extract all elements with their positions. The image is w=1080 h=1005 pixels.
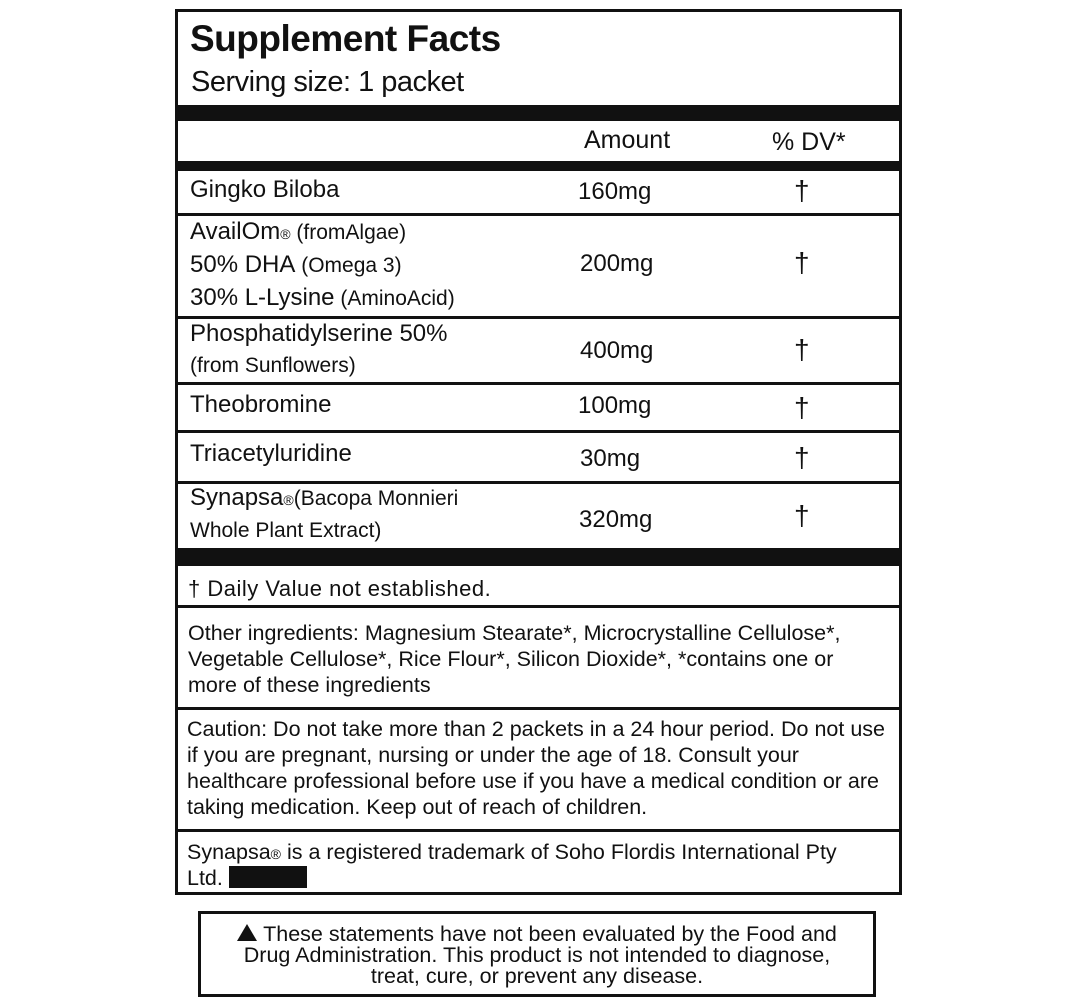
ingredient-line: Theobromine xyxy=(190,391,332,418)
dv-dagger: † xyxy=(794,442,810,473)
ingredient-name xyxy=(190,318,448,382)
ingredient-line: Gingko Biloba xyxy=(190,176,340,203)
caution-text: Caution: Do not take more than 2 packets in a 24 hour period. Do not use if you are pregnant, nursing or under the age of 18. Consult your healthcare professional before use if you have a medical condition or are taking medication. Keep out of reach of children. xyxy=(187,717,885,819)
thick-divider xyxy=(178,548,899,566)
ingredient-line: Whole Plant Extract) xyxy=(190,519,382,542)
triangle-icon xyxy=(237,924,257,941)
dv-dagger: † xyxy=(794,247,810,278)
section-divider xyxy=(178,829,899,832)
ingredient-amount: 100mg xyxy=(578,392,652,419)
redaction-block xyxy=(229,866,307,888)
dv-dagger: † xyxy=(794,334,810,365)
ingredient-amount: 160mg xyxy=(578,178,652,205)
ingredient-amount: 200mg xyxy=(580,250,654,277)
ingredient-name xyxy=(190,216,455,315)
ingredient-line: Synapsa®(Bacopa Monnieri xyxy=(190,484,459,511)
ingredient-line: 30% L-Lysine (AminoAcid) xyxy=(190,284,455,311)
ingredient-line: Phosphatidylserine 50% xyxy=(190,320,448,347)
dv-dagger: † xyxy=(794,175,810,206)
section-divider xyxy=(178,605,899,608)
ingredient-amount: 400mg xyxy=(580,337,654,364)
trademark-notice: Synapsa® is a registered trademark of Soho Flordis International Pty Ltd. xyxy=(187,840,837,890)
ingredient-line: 50% DHA (Omega 3) xyxy=(190,251,402,278)
ingredient-name xyxy=(190,174,339,206)
amount-header: Amount xyxy=(584,126,671,154)
ingredient-line: (from Sunflowers) xyxy=(190,354,356,377)
row-divider xyxy=(178,430,899,433)
dv-header: % DV* xyxy=(772,128,846,156)
ingredient-name xyxy=(190,389,331,421)
serving-size: Serving size: 1 packet xyxy=(191,66,464,98)
ingredient-name xyxy=(190,438,352,470)
fda-line: treat, cure, or prevent any disease. xyxy=(370,964,704,988)
other-ingredients: Other ingredients: Magnesium Stearate*, Microcrystalline Cellulose*, Vegetable Cellulose*, Rice Flour*, Silicon Dioxide*, *contains one or more of these ingredients xyxy=(188,621,841,697)
dv-dagger: † xyxy=(794,500,810,531)
panel-title: Supplement Facts xyxy=(190,18,501,59)
ingredient-line: AvailOm® (fromAlgae) xyxy=(190,218,407,245)
fda-line: These statements have not been evaluated by the Food and xyxy=(201,924,873,945)
fda-disclaimer-box xyxy=(198,911,876,997)
thick-divider xyxy=(178,105,899,121)
ingredient-amount: 320mg xyxy=(579,506,653,533)
ingredient-line: Triacetyluridine xyxy=(190,440,352,467)
header-divider xyxy=(178,161,899,171)
supplement-facts-panel xyxy=(175,9,902,895)
ingredient-amount: 30mg xyxy=(580,445,641,472)
row-divider xyxy=(178,382,899,385)
dv-footnote: † Daily Value not established. xyxy=(188,576,492,601)
dv-dagger: † xyxy=(794,392,810,423)
ingredient-name xyxy=(190,482,458,547)
fda-line: Drug Administration. This product is not intended to diagnose, xyxy=(243,943,831,967)
section-divider xyxy=(178,707,899,710)
